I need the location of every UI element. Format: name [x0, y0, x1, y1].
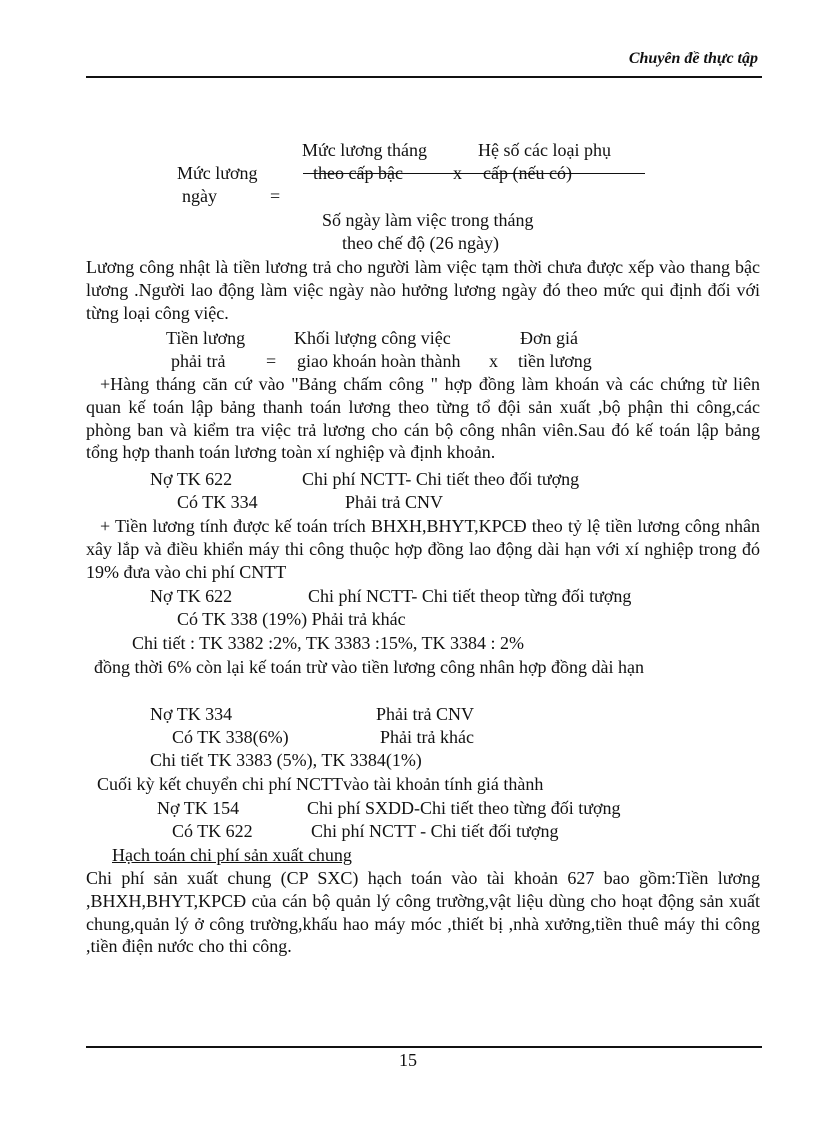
entry3-credit-description: Phải trả khác: [380, 727, 474, 747]
header-rule: [86, 76, 762, 78]
formula-times-sign: x: [453, 163, 462, 183]
entry4-credit-description: Chi phí NCTT - Chi tiết đối tượng: [311, 821, 559, 841]
entry3-debit: Nợ TK 334: [150, 704, 233, 724]
entry2-credit: Có TK 338 (19%) Phải trả khác: [177, 609, 406, 629]
entry3-credit: Có TK 338(6%): [172, 727, 289, 747]
entry1-debit-description: Chi phí NCTT- Chi tiết theo đối tượng: [302, 469, 580, 489]
formula-lhs-line1: Mức lương: [177, 163, 258, 183]
entry3-detail: Chi tiết TK 3383 (5%), TK 3384(1%): [150, 750, 422, 770]
entry3-debit-description: Phải trả CNV: [376, 704, 474, 724]
piece-formula-col3-line1: Đơn giá: [520, 328, 579, 348]
entry1-credit: Có TK 334: [177, 492, 258, 512]
line-closing-transfer: Cuối kỳ kết chuyển chi phí NCTTvào tài khoản tính giá thành: [97, 774, 544, 794]
piece-formula-col3-line2: tiền lương: [518, 351, 592, 371]
piece-formula-col2-line2: giao khoán hoàn thành: [297, 351, 461, 371]
paragraph-insurance: + Tiền lương tính được kế toán trích BHXH,BHYT,KPCĐ theo tỷ lệ tiền lương công nhân xây lắp và điều khiển máy thi công thuộc hợp đồng lao động dài hạn với xí nghiệp trong đó 19% đưa vào chi phí CNTT: [86, 516, 760, 582]
piece-formula-col2-line1: Khối lượng công việc: [294, 328, 451, 348]
footer-rule: [86, 1046, 762, 1048]
entry1-credit-description: Phải trả CNV: [345, 492, 443, 512]
header-title: Chuyên đề thực tập: [628, 50, 758, 67]
entry4-debit: Nợ TK 154: [157, 798, 240, 818]
formula-numerator-term1-line2: theo cấp bậc: [313, 163, 403, 183]
formula-numerator-term2-line1: Hệ số các loại phụ: [478, 140, 611, 160]
formula-lhs-line2: ngày: [182, 186, 217, 206]
page-number: 15: [399, 1050, 417, 1070]
formula-denominator-line1: Số ngày làm việc trong tháng: [322, 210, 534, 230]
paragraph-daily-labor: Lương công nhật là tiền lương trả cho người làm việc tạm thời chưa được xếp vào thang bậc lương .Người lao động làm việc ngày nào hưởng lương ngày đó theo mức qui định đối với từng loại công việc.: [86, 257, 760, 323]
entry2-debit-description: Chi phí NCTT- Chi tiết theop từng đối tượng: [308, 586, 632, 606]
formula-numerator-term2-line2: cấp (nếu có): [483, 163, 572, 183]
formula-numerator-term1-line1: Mức lương tháng: [302, 140, 428, 160]
piece-formula-col1-line1: Tiền lương: [166, 328, 246, 348]
entry1-debit: Nợ TK 622: [150, 469, 233, 489]
section-heading-overhead: Hạch toán chi phí sản xuất chung: [112, 845, 352, 865]
formula-equals-sign: =: [270, 186, 281, 206]
paragraph-monthly-payroll: +Hàng tháng căn cứ vào "Bảng chấm công " hợp đồng làm khoán và các chứng từ liên quan kế toán lập bảng thanh toán lương theo từng tổ đội sản xuất ,bộ phận thi công,các phòng ban và kiểm tra việc trả lương cho cán bộ công nhân viên.Sau đó kế toán lập bảng tổng hợp thanh toán lương toàn xí nghiệp và định khoản.: [86, 374, 760, 463]
piece-formula-times-sign: x: [489, 351, 498, 371]
line-deduct-from-wages: đồng thời 6% còn lại kế toán trừ vào tiền lương công nhân hợp đồng dài hạn: [94, 657, 644, 677]
formula-denominator-line2: theo chế độ (26 ngày): [342, 233, 499, 253]
piece-formula-col1-line2: phải trả: [171, 351, 226, 371]
entry2-detail: Chi tiết : TK 3382 :2%, TK 3383 :15%, TK 3384 : 2%: [132, 633, 524, 653]
entry4-debit-description: Chi phí SXDD-Chi tiết theo từng đối tượng: [307, 798, 621, 818]
piece-formula-equals-sign: =: [266, 351, 277, 371]
paragraph-overhead-costs: Chi phí sản xuất chung (CP SXC) hạch toán vào tài khoản 627 bao gồm:Tiền lương ,BHXH,BHYT,KPCĐ của cán bộ quản lý công trường,vật liệu dùng cho hoạt động sản xuất chung,quản lý ở công trường,khấu hao máy móc ,thiết bị ,nhà xưởng,tiền thuê máy thi công ,tiền điện nước cho thi công.: [86, 868, 760, 957]
formula-fraction-bar: [303, 173, 645, 174]
entry2-debit: Nợ TK 622: [150, 586, 233, 606]
entry4-credit: Có TK 622: [172, 821, 253, 841]
